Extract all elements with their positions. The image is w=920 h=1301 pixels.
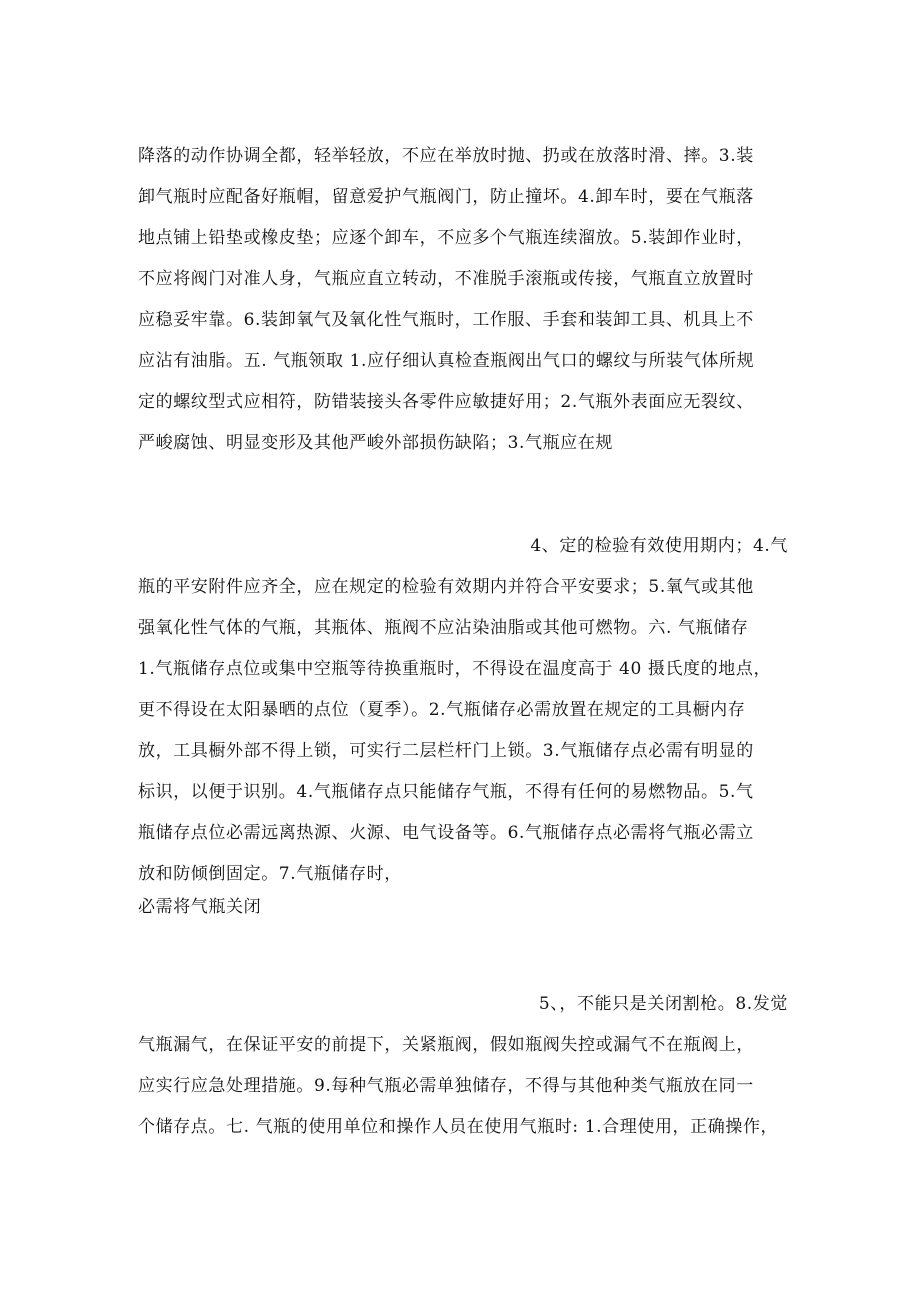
text-line: 应实行应急处理措施。9.每种气瓶必需单独储存，不得与其他种类气瓶放在同一 [138, 1076, 754, 1096]
text-line: 降落的动作协调全都，轻举轻放，不应在举放时抛、扔或在放落时滑、摔。3.装 [138, 146, 754, 166]
text-line: 个储存点。七. 气瓶的使用单位和操作人员在使用气瓶时: 1.合理使用，正确操作， [138, 1117, 779, 1137]
text-line: 应沾有油脂。五. 气瓶领取 1.应仔细认真检查瓶阀出气口的螺纹与所装气体所规 [138, 351, 755, 371]
section-heading: 5、，不能只是关闭割枪。8.发觉 [538, 994, 788, 1014]
paragraph-section-2 [138, 526, 788, 919]
paragraph-section-3 [138, 984, 788, 1148]
paragraph-section-1 [138, 136, 788, 464]
text-line: 更不得设在太阳暴晒的点位（夏季）。2.气瓶储存必需放置在规定的工具橱内存 [138, 700, 746, 720]
text-line: 瓶的平安附件应齐全，应在规定的检验有效期内并符合平安要求；5.氧气或其他 [138, 577, 754, 597]
text-line: 瓶储存点位必需远离热源、火源、电气设备等。6.气瓶储存点必需将气瓶必需立 [138, 823, 754, 843]
text-line: 放，工具橱外部不得上锁，可实行二层栏杆门上锁。3.气瓶储存点必需有明显的 [138, 741, 754, 761]
text-line: 定的螺纹型式应相符，防错装接头各零件应敏捷好用；2.气瓶外表面应无裂纹、 [138, 392, 754, 412]
text-line: 放和防倾倒固定。7.气瓶储存时， [138, 864, 402, 884]
text-line: 严峻腐蚀、明显变形及其他严峻外部损伤缺陷；3.气瓶应在规 [138, 433, 614, 453]
text-line: 1.气瓶储存点位或集中空瓶等待换重瓶时，不得设在温度高于 40 摄氏度的地点， [138, 659, 772, 679]
section-heading: 4、定的检验有效使用期内；4.气 [530, 536, 788, 556]
text-line: 气瓶漏气，在保证平安的前提下，关紧瓶阀，假如瓶阀失控或漏气不在瓶阀上， [138, 1035, 754, 1055]
text-line: 卸气瓶时应配备好瓶帽，留意爱护气瓶阀门，防止撞坏。4.卸车时，要在气瓶落 [138, 187, 754, 207]
text-line: 不应将阀门对准人身，气瓶应直立转动，不准脱手滚瓶或传接，气瓶直立放置时 [138, 269, 754, 289]
text-line: 地点铺上铅垫或橡皮垫；应逐个卸车，不应多个气瓶连续溜放。5.装卸作业时， [138, 228, 754, 248]
text-line: 应稳妥牢靠。6.装卸氧气及氧化性气瓶时，工作服、手套和装卸工具、机具上不 [138, 310, 754, 330]
text-line: 强氧化性气体的气瓶，其瓶体、瓶阀不应沾染油脂或其他可燃物。六. 气瓶储存 [138, 618, 749, 638]
text-line: 标识，以便于识别。4.气瓶储存点只能储存气瓶，不得有任何的易燃物品。5.气 [138, 782, 754, 802]
text-line: 必需将气瓶关闭 [138, 897, 262, 917]
